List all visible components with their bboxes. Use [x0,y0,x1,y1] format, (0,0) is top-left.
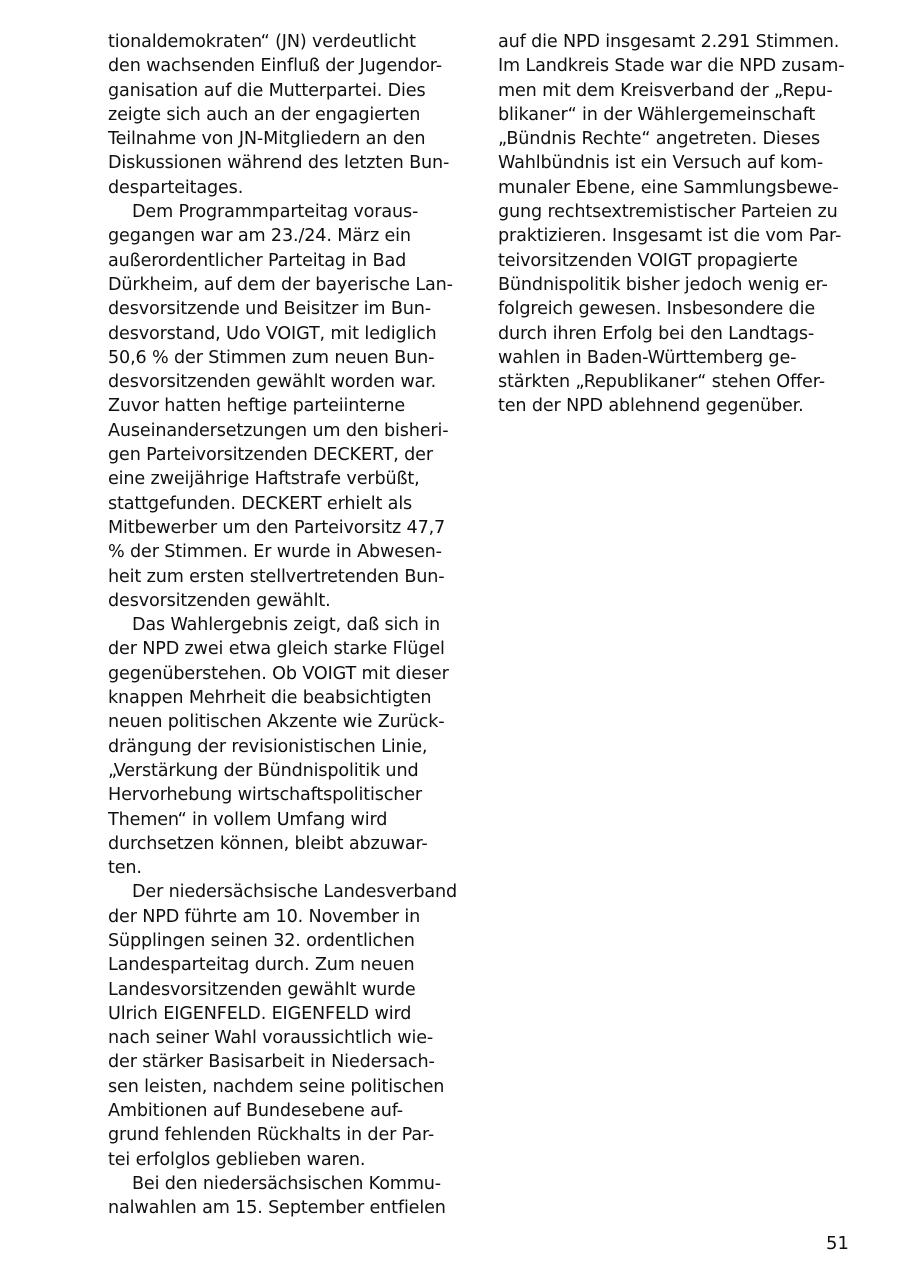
text-line: Im Landkreis Stade war die NPD zusam- [498,56,845,77]
text-line: desvorsitzenden gewählt. [108,590,331,611]
text-line: eine zweijährige Haftstrafe verbüßt, [108,469,420,490]
text-line: gung rechtsextremistischer Parteien zu [498,202,838,223]
text-line: Themen“ in vollem Umfang wird [108,809,388,830]
text-line: Mitbewerber um den Parteivorsitz 47,7 [108,517,446,538]
text-line: tionaldemokraten“ (JN) verdeutlicht [108,32,416,52]
text-line: munaler Ebene, eine Sammlungsbewe- [498,177,839,198]
text-line: Auseinandersetzungen um den bisheri- [108,420,449,441]
text-line: nach seiner Wahl voraussichtlich wie- [108,1028,434,1049]
right-text-column [498,30,858,419]
text-line: der NPD zwei etwa gleich starke Flügel [108,639,445,660]
left-text-column [108,30,468,1221]
text-line: desvorsitzende und Beisitzer im Bun- [108,299,431,320]
text-line: sen leisten, nachdem seine politischen [108,1076,445,1097]
text-line: Das Wahlergebnis zeigt, daß sich in [132,615,440,636]
text-line: stattgefunden. DECKERT erhielt als [108,493,413,514]
text-line: 50,6 % der Stimmen zum neuen Bun- [108,347,435,368]
text-line: auf die NPD insgesamt 2.291 Stimmen. [498,32,840,52]
text-line: Teilnahme von JN-Mitgliedern an den [108,129,426,150]
text-line: Landesparteitag durch. Zum neuen [108,955,415,976]
text-line: nalwahlen am 15. September entfielen [108,1198,446,1219]
text-line: Bündnispolitik bisher jedoch wenig er- [498,274,828,295]
text-line: Dürkheim, auf dem der bayerische Lan- [108,274,453,295]
text-line: Ambitionen auf Bundesebene auf- [108,1101,403,1122]
text-line: gegangen war am 23./24. März ein [108,226,411,247]
text-line: % der Stimmen. Er wurde in Abwesen- [108,542,442,563]
text-line: Süpplingen seinen 32. ordentlichen [108,930,415,951]
text-line: der stärker Basisarbeit in Niedersach- [108,1052,435,1073]
text-line: den wachsenden Einfluß der Jugendor- [108,56,442,77]
text-line: Zuvor hatten heftige parteiinterne [108,396,406,417]
text-line: wahlen in Baden-Württemberg ge- [498,347,797,368]
text-line: der NPD führte am 10. November in [108,906,421,927]
page-number: 51 [826,1233,849,1254]
text-line: folgreich gewesen. Insbesondere die [498,299,815,320]
text-line: durch ihren Erfolg bei den Landtags- [498,323,815,344]
text-line: Wahlbündnis ist ein Versuch auf kom- [498,153,824,174]
text-line: praktizieren. Insgesamt ist die vom Par- [498,226,842,247]
text-line: durchsetzen können, bleibt abzuwar- [108,833,428,854]
text-line: blikaner“ in der Wählergemeinschaft [498,104,816,125]
text-line: ten der NPD ablehnend gegenüber. [498,396,804,417]
text-line: tei erfolglos geblieben waren. [108,1149,366,1170]
text-line: Der niedersächsische Landesverband [132,882,458,903]
text-line: neuen politischen Akzente wie Zurück- [108,712,445,733]
text-line: „Bündnis Rechte“ angetreten. Dieses [498,129,821,150]
text-line: Landesvorsitzenden gewählt wurde [108,979,416,1000]
text-line: außerordentlicher Parteitag in Bad [108,250,407,271]
text-line: ten. [108,858,142,879]
text-line: zeigte sich auch an der engagierten [108,104,421,125]
text-line: men mit dem Kreisverband der „Repu- [498,80,833,101]
text-line: knappen Mehrheit die beabsichtigten [108,688,432,709]
text-line: teivorsitzenden VOIGT propagierte [498,250,798,271]
text-line: desparteitages. [108,177,244,198]
text-line: grund fehlenden Rückhalts in der Par- [108,1125,435,1146]
text-line: „Verstärkung der Bündnispolitik und [108,760,419,781]
text-line: Ulrich EIGENFELD. EIGENFELD wird [108,1003,412,1024]
text-line: Dem Programmparteitag voraus- [132,202,419,223]
text-line: Diskussionen während des letzten Bun- [108,153,450,174]
text-line: ganisation auf die Mutterpartei. Dies [108,80,426,101]
text-line: Hervorhebung wirtschaftspolitischer [108,785,423,806]
text-line: stärkten „Republikaner“ stehen Offer- [498,372,825,393]
text-line: desvorsitzenden gewählt worden war. [108,372,437,393]
text-line: gen Parteivorsitzenden DECKERT, der [108,445,433,466]
text-line: drängung der revisionistischen Linie, [108,736,428,757]
text-line: heit zum ersten stellvertretenden Bun- [108,566,445,587]
text-line: gegenüberstehen. Ob VOIGT mit dieser [108,663,449,684]
text-line: desvorstand, Udo VOIGT, mit lediglich [108,323,437,344]
text-line: Bei den niedersächsischen Kommu- [132,1173,441,1194]
